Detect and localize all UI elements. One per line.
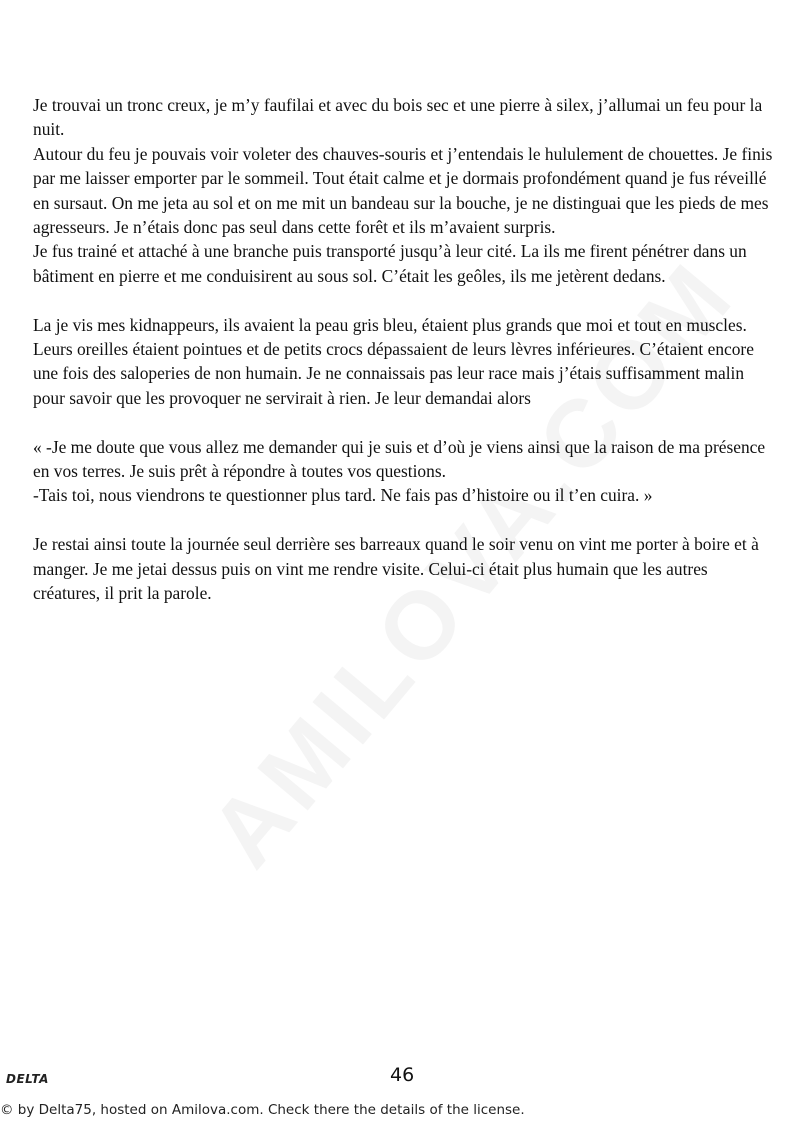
copyright-notice: © by Delta75, hosted on Amilova.com. Check there the details of the license. <box>0 1102 525 1118</box>
paragraph-gap <box>33 508 778 532</box>
paragraph-gap <box>33 410 778 434</box>
dialogue-line: « -Je me doute que vous allez me demander qui je suis et d’où je viens ainsi que la raison de ma présence en vos terres. Je suis prêt à répondre à toutes vos questions. <box>33 436 766 482</box>
dialogue-line: -Tais toi, nous viendrons te questionner plus tard. Ne fais pas d’histoire ou il t’en cuira. » <box>33 485 653 506</box>
paragraph: Je trouvai un tronc creux, je m’y faufilai et avec du bois sec et une pierre à silex, j’allumai un feu pour la nuit. <box>33 95 763 140</box>
paragraph-gap <box>33 288 778 312</box>
paragraph: Je restai ainsi toute la journée seul derrière ses barreaux quand le soir venu on vint me porter à boire et à manger. Je me jetai dessus puis on vint me rendre visite. Celui-ci était plus humain que les autres créatures, il prit la parole. <box>33 534 759 604</box>
author-signature: DELTA <box>6 1072 49 1086</box>
story-text <box>33 93 778 605</box>
paragraph: La je vis mes kidnappeurs, ils avaient la peau gris bleu, étaient plus grands que moi et tout en muscles. Leurs oreilles étaient pointues et de petits crocs dépassaient de leurs lèvres inférieures. C’étaient encore une fois des saloperies de non humain. Je ne connaissais pas leur race mais j’étais suffisamment malin pour savoir que les provoquer ne servirait à rien. Je leur demandai alors <box>33 314 754 408</box>
page-number: 46 <box>390 1064 415 1086</box>
paragraph: Autour du feu je pouvais voir voleter des chauves-souris et j’entendais le hululement de chouettes. Je finis par me laisser emporter par le sommeil. Tout était calme et je dormais profondément quand je fus réveillé en sursaut. On me jeta au sol et on me mit un bandeau sur la bouche, je ne distinguai que les pieds de mes agresseurs. Je n’étais donc pas seul dans cette forêt et ils m’avaient surpris. <box>33 143 773 238</box>
paragraph: Je fus trainé et attaché à une branche puis transporté jusqu’à leur cité. La ils me firent pénétrer dans un bâtiment en pierre et me conduisirent au sous sol. C’était les geôles, ils me jetèrent dedans. <box>33 241 747 286</box>
